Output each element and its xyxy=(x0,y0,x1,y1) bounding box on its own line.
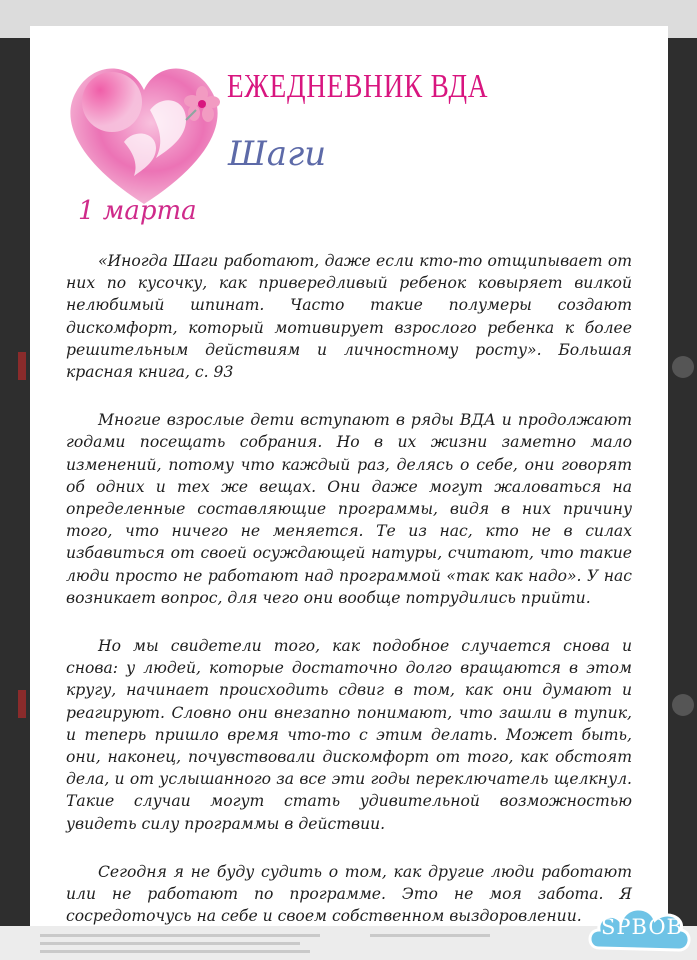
entry-date: 1 марта xyxy=(78,196,197,226)
quote-paragraph: «Иногда Шаги работают, даже если кто-то отщипывает от них по кусочку, как привередливый ребенок ковыряет вилкой нелюбимый шпинат. Часто такие полумеры создают дискомфорт, который мотивирует взрослого ребенка к более решительным действиям и личностному росту». Большая красная книга, с. 93 xyxy=(66,252,632,382)
body-paragraph-1: Многие взрослые дети вступают в ряды ВДА и продолжают годами посещать собрания. Но в их жизни заметно мало изменений, потому что каждый раз, делясь о себе, они говорят об одних и тех же вещах. Они даже могут жаловаться на определенные составляющие программы, видя в них причину того, что ничего не меняется. Те из нас, кто не в силах избавиться от своей осуждающей натуры, считают, что такие люди просто не работают над программой «так как надо». У нас возникает вопрос, для чего они вообще потрудились прийти. xyxy=(66,411,632,607)
footer-text-line xyxy=(40,942,300,945)
diary-subtitle: Шаги xyxy=(228,134,327,174)
footer-text-line xyxy=(40,950,310,953)
flower-icon xyxy=(182,84,222,124)
entry-body xyxy=(66,250,632,926)
body-paragraph-3: Сегодня я не буду судить о том, как другие люди работают или не работают по программе. Это не моя забота. Я сосредоточусь на себе и своем собственном выздоровлении. xyxy=(66,862,632,926)
watermark-label: SPBOB xyxy=(601,915,683,939)
background-dot-right-1 xyxy=(672,356,694,378)
document-page xyxy=(30,26,668,926)
background-mark-left-1 xyxy=(18,352,26,380)
body-paragraph-2: Но мы свидетели того, как подобное случается снова и снова: у людей, которые достаточно долго вращаются в этом кругу, начинает происходить сдвиг в том, как они думают и реагируют. Словно они внезапно понимают, что зашли в тупик, и теперь пришло время что-то с этим делать. Может быть, они, наконец, почувствовали дискомфорт от того, как обстоят дела, и от услышанного за все эти годы переключатель щелкнул. Такие случаи могут стать удивительной возможностью увидеть силу программы в действии. xyxy=(66,637,632,833)
footer-text-line xyxy=(370,934,490,937)
diary-title: ЕЖЕДНЕВНИК ВДА xyxy=(227,68,489,105)
heart-mother-child-icon xyxy=(64,46,224,216)
footer-text-line xyxy=(40,934,320,937)
background-dot-right-2 xyxy=(672,694,694,716)
background-mark-left-2 xyxy=(18,690,26,718)
